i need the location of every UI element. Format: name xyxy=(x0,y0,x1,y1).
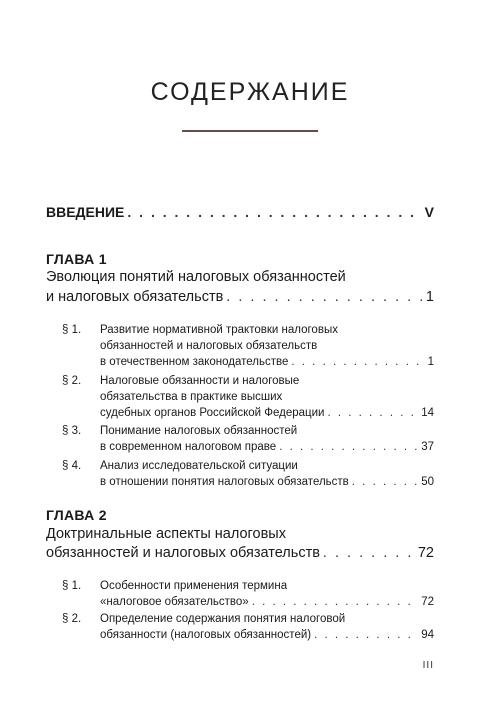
section-title-line: Особенности применения термина xyxy=(100,580,288,592)
dot-leader xyxy=(314,627,418,643)
section-number: § 2. xyxy=(62,613,82,625)
entry-page: 72 xyxy=(421,596,434,608)
section-title-line: обязательства в практике высших xyxy=(100,391,283,403)
chapter-heading: ГЛАВА 1 xyxy=(46,251,107,267)
section-title-line: Анализ исследовательской ситуации xyxy=(100,460,298,472)
dot-leader xyxy=(252,594,419,610)
toc-entry-chapter[interactable] xyxy=(46,545,434,561)
entry-page: 14 xyxy=(421,407,434,419)
dot-leader xyxy=(352,474,418,490)
section-title-line: в отношении понятия налоговых обязательств xyxy=(100,476,349,488)
section-title-line: Налоговые обязанности и налоговые xyxy=(100,375,300,387)
section-number: § 2. xyxy=(62,375,82,387)
dot-leader xyxy=(279,439,418,455)
section-number: § 4. xyxy=(62,460,82,472)
chapter-title-line: Эволюция понятий налоговых обязанностей xyxy=(46,269,346,285)
chapter-heading: ГЛАВА 2 xyxy=(46,507,107,523)
dot-leader xyxy=(327,405,418,421)
section-title-line: «налоговое обязательство» xyxy=(100,596,249,608)
toc-entry-section[interactable] xyxy=(100,474,434,490)
entry-page: 37 xyxy=(421,441,434,453)
entry-page: 94 xyxy=(421,629,434,641)
section-title-line: в современном налоговом праве xyxy=(100,441,277,453)
dot-leader xyxy=(226,289,423,305)
section-title-line: Понимание налоговых обязанностей xyxy=(100,425,298,437)
chapter-title-line: и налоговых обязательств xyxy=(46,289,224,305)
dot-leader xyxy=(291,354,424,370)
dot-leader xyxy=(127,204,421,220)
entry-page: V xyxy=(424,204,434,220)
entry-page: 1 xyxy=(425,289,434,305)
section-number: § 1. xyxy=(62,580,82,592)
section-number: § 3. xyxy=(62,425,82,437)
section-number: § 1. xyxy=(62,324,82,336)
chapter-title-line: обязанностей и налоговых обязательств xyxy=(46,545,320,561)
section-title-line: в отечественном законодательстве xyxy=(100,356,289,368)
page-title: СОДЕРЖАНИЕ xyxy=(150,78,350,106)
toc-entry-section[interactable] xyxy=(100,439,434,455)
section-title-line: судебных органов Российской Федерации xyxy=(100,407,325,419)
page-number: III xyxy=(422,660,434,671)
section-title-line: Определение содержания понятия налоговой xyxy=(100,613,346,625)
section-title-line: Развитие нормативной трактовки налоговых xyxy=(100,324,338,336)
entry-page: 50 xyxy=(421,476,434,488)
chapter-title-line: Доктринальные аспекты налоговых xyxy=(46,526,286,542)
entry-page: 1 xyxy=(427,356,434,368)
toc-entry-chapter[interactable] xyxy=(46,289,434,305)
toc-entry-section[interactable] xyxy=(100,627,434,643)
section-title-line: обязанностей и налоговых обязательств xyxy=(100,340,318,352)
title-divider xyxy=(182,130,318,132)
toc-entry-section[interactable] xyxy=(100,354,434,370)
toc-entry-intro[interactable] xyxy=(46,204,434,220)
entry-label: ВВЕДЕНИЕ xyxy=(46,204,125,220)
toc-entry-section[interactable] xyxy=(100,405,434,421)
entry-page: 72 xyxy=(417,545,434,561)
section-title-line: обязанности (налоговых обязанностей) xyxy=(100,629,312,641)
toc-entry-section[interactable] xyxy=(100,594,434,610)
dot-leader xyxy=(323,545,415,561)
